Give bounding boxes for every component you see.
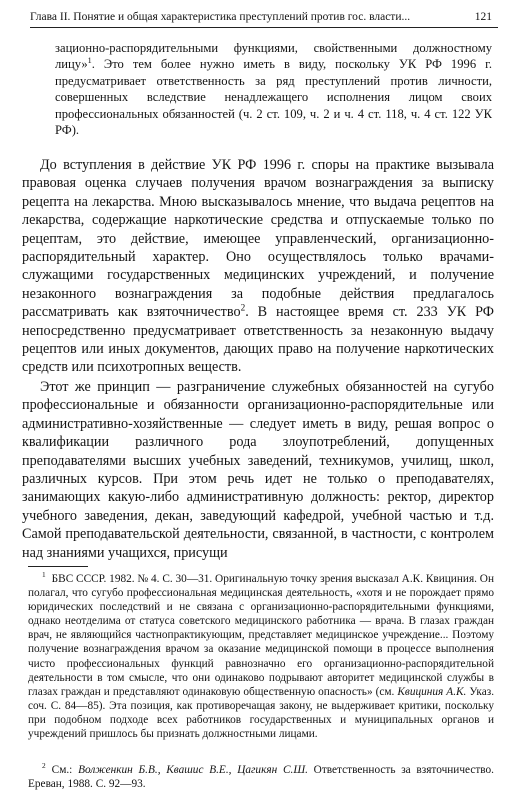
quote-tail: . Это тем более нужно иметь в виду, поскольку УК РФ 1996 г. предусматривает ответственность за ряд преступлений против личности, совершенных вследствие ненадлежащего исполнения лицом своих профессиональных обязанностей (ч. 2 ст. 109, ч. 2 и ч. 4 ст. 118, ч. 4 ст. 122 УК РФ). — [55, 57, 492, 138]
footnote-2-text-b: Ответственность за взяточничество. Ереван, 1988. С. 92—93. — [28, 764, 494, 791]
footnote-1-text-a: БВС СССР. 1982. № 4. С. 30—31. Оригинальную точку зрения высказал А.К. Квициния. Он полагал, что сугубо профессиональная медицинская деятельность, «хотя и не порождает прямо юридических последствий и не связана с организационно-распорядительными функциями, однако неотделима от статуса советского медицинского работника — врача. В глазах граждан врач, не являющийся частнопрактикующим, представляет медицинское учреждение... Поэтому получение вознаграждения врачом за оказание медицинской помощи в процессе выполнения чисто профессиональных функций равнозначно его организационно-распорядительной деятельности в том смысле, что они одинаково подрывают авторитет медицинской службы в глазах граждан и представляют одинаковую общественную опасность» (см. — [28, 573, 494, 698]
quote-text: зационно-распорядительными функциями, свойственными должностному лицу» — [55, 41, 492, 72]
paragraph-1-tail: . В настоящее время ст. 233 УК РФ непосредственно предусматривает ответственность за незаконную выдачу рецептов или иных документов, дающих право на получение наркотических средств или психотропных веществ. — [22, 304, 495, 376]
footnote-divider — [28, 566, 88, 567]
quoted-paragraph — [55, 40, 492, 138]
footnote-1-mark: 1 — [42, 570, 46, 580]
running-header — [30, 9, 498, 28]
footnote-ref-1[interactable]: 1 — [87, 56, 92, 66]
footnote-1-text-b: Указ. соч. С. 84—85). Эта позиция, как противоречащая закону, не выдерживает критики, поскольку при подобном подходе всех работников государственных и муниципальных органов и учреждений пришлось бы признать должностными лицами. — [28, 685, 495, 741]
footnote-ref-2[interactable]: 2 — [240, 302, 246, 313]
page-number: 121 — [474, 11, 492, 23]
footnote-2-author: Волженкин Б.В., Квашис В.Е., Цагикян С.Ш. — [78, 764, 308, 776]
paragraph-2-text: Этот же принцип — разграничение служебных обязанностей на сугубо профессиональные и обязанности организационно-распорядительные или административно-хозяйственные — следует иметь в виду, решая вопрос о квалификации различного рода злоупотреблений, допущенных преподавателями высших учебных заведений, техникумов, училищ, школ, различных курсов. При этом речь идет не только о преподавателях, занимающих какую-либо административную должность: ректор, директор учебного заведения, декан, заведующий кафедрой, учебной частью и т.д. Самой преподавательской деятельности, связанной, в частности, с контролем над знаниями учащихся, присущи — [22, 379, 494, 561]
footnote-1 — [28, 572, 494, 741]
footnote-2-text-a: См.: — [51, 764, 73, 776]
footnote-2 — [28, 763, 494, 791]
body-paragraph-1 — [22, 156, 494, 377]
paragraph-1-text: До вступления в действие УК РФ 1996 г. споры на практике вызывала правовая оценка случаев получения врачом вознаграждения за выписку рецепта на лекарства. Мною высказывалось мнение, что выдача рецептов на лекарства, содержащие наркотические средства и отпускаемые только по рецептам, это действие, имеющее управленческий, организационно-распорядительный характер. Оно осуществлялось только врачами-служащими государственных медицинских учреждений, и получение незаконного вознаграждения за подобные действия предлагалось рассматривать как взяточничество — [22, 157, 494, 321]
chapter-title: Глава II. Понятие и общая характеристика преступлений против гос. власти... — [30, 11, 411, 23]
footnote-2-mark: 2 — [42, 761, 46, 771]
footnote-1-author: Квициния А.К. — [397, 685, 467, 698]
body-paragraph-2 — [22, 378, 494, 562]
